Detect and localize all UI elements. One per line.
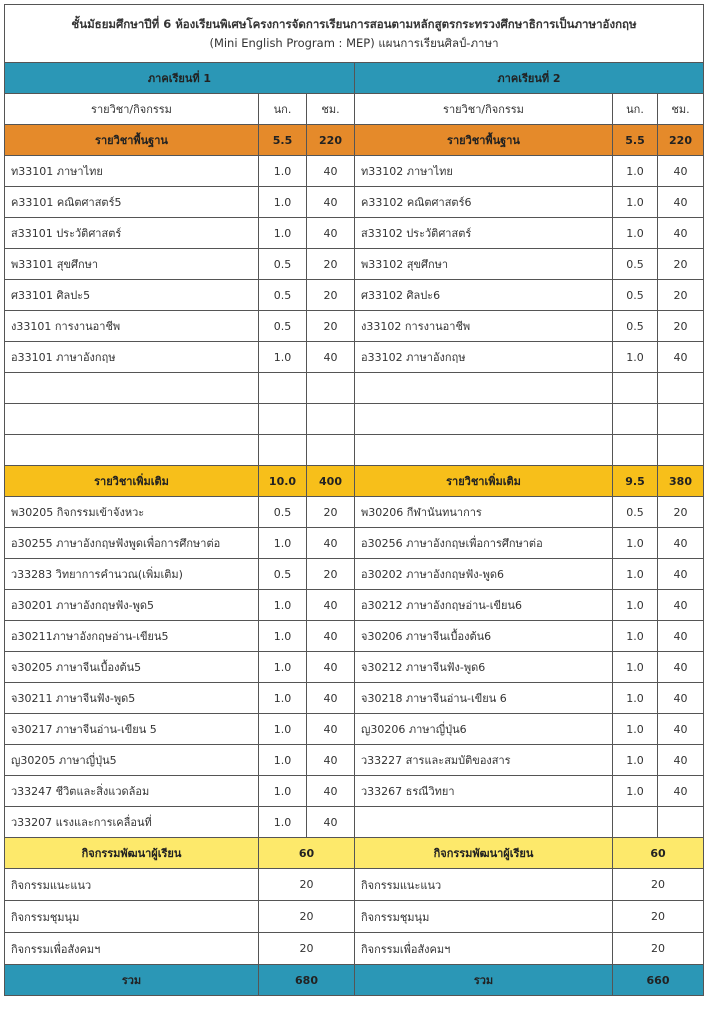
table-row <box>5 497 704 528</box>
activity-name-cell: กิจกรรมเพื่อสังคมฯ <box>5 933 259 965</box>
core-s2-hours: 220 <box>658 125 704 156</box>
semester-1-hours-cell: 20 <box>307 311 355 342</box>
semester-2-hours-cell: 40 <box>658 776 704 807</box>
semester-1-subject-cell: พ33101 สุขศึกษา <box>5 249 259 280</box>
semester-1-credits-cell: 1.0 <box>259 714 307 745</box>
semester-1-hours-cell: 40 <box>307 683 355 714</box>
semester-2-credits-cell: 1.0 <box>613 528 658 559</box>
activities-label: กิจกรรมพัฒนาผู้เรียน <box>5 838 259 869</box>
total-s2: 660 <box>613 965 704 996</box>
semester-1-hours-cell: 40 <box>307 590 355 621</box>
activity-hours-cell: 20 <box>613 901 704 933</box>
semester-1-hours-cell: 20 <box>307 497 355 528</box>
semester-1-subject-cell: จ30217 ภาษาจีนอ่าน-เขียน 5 <box>5 714 259 745</box>
activity-name-cell: กิจกรรมแนะแนว <box>5 869 259 901</box>
semester-1-hours-cell <box>307 435 355 466</box>
semester-2-subject-cell: ท33102 ภาษาไทย <box>355 156 613 187</box>
semester-2-subject-cell <box>355 435 613 466</box>
core-s1-credits: 5.5 <box>259 125 307 156</box>
semester-1-credits-cell: 1.0 <box>259 807 307 838</box>
total-row <box>5 965 704 996</box>
activity-name-cell: กิจกรรมชุมนุม <box>5 901 259 933</box>
semester-2-credits-cell: 0.5 <box>613 280 658 311</box>
hours-column-header: ชม. <box>307 94 355 125</box>
table-row <box>5 807 704 838</box>
table-row <box>5 652 704 683</box>
semester-1-hours-cell: 20 <box>307 559 355 590</box>
activity-hours-cell: 20 <box>259 933 355 965</box>
semester-1-hours-cell: 40 <box>307 621 355 652</box>
semester-2-hours-cell: 20 <box>658 311 704 342</box>
semester-1-hours-cell <box>307 373 355 404</box>
semester-2-credits-cell: 1.0 <box>613 652 658 683</box>
semester-1-hours-cell: 40 <box>307 218 355 249</box>
total-label: รวม <box>355 965 613 996</box>
additional-s1-credits: 10.0 <box>259 466 307 497</box>
activity-hours-cell: 20 <box>259 869 355 901</box>
additional-subjects-header-row <box>5 466 704 497</box>
activity-name-cell: กิจกรรมแนะแนว <box>355 869 613 901</box>
semester-2-hours-cell: 40 <box>658 714 704 745</box>
table-row <box>5 342 704 373</box>
semester-2-credits-cell: 1.0 <box>613 218 658 249</box>
subject-column-header: รายวิชา/กิจกรรม <box>355 94 613 125</box>
activity-row <box>5 933 704 965</box>
semester-1-subject-cell: ค33101 คณิตศาสตร์5 <box>5 187 259 218</box>
table-row <box>5 621 704 652</box>
semester-2-hours-cell: 40 <box>658 218 704 249</box>
core-s2-credits: 5.5 <box>613 125 658 156</box>
semester-2-subject-cell <box>355 373 613 404</box>
semester-2-credits-cell <box>613 404 658 435</box>
semester-1-subject-cell: จ30205 ภาษาจีนเบื้องต้น5 <box>5 652 259 683</box>
total-s1: 680 <box>259 965 355 996</box>
semester-1-subject-cell: อ33101 ภาษาอังกฤษ <box>5 342 259 373</box>
semester-header-row <box>5 63 704 94</box>
activities-s1-total: 60 <box>259 838 355 869</box>
semester-1-credits-cell <box>259 373 307 404</box>
column-header-row <box>5 94 704 125</box>
semester-2-hours-cell: 40 <box>658 559 704 590</box>
title-line-1: ชั้นมัธยมศึกษาปีที่ 6 ห้องเรียนพิเศษโครงการจัดการเรียนการสอนตามหลักสูตรกระทรวงศึกษาธิการเป็นภาษาอังกฤษ <box>71 16 637 31</box>
core-subjects-label: รายวิชาพื้นฐาน <box>5 125 259 156</box>
semester-2-hours-cell <box>658 404 704 435</box>
semester-1-subject-cell: ว33207 แรงและการเคลื่อนที่ <box>5 807 259 838</box>
subject-column-header: รายวิชา/กิจกรรม <box>5 94 259 125</box>
semester-2-header: ภาคเรียนที่ 2 <box>355 63 704 94</box>
semester-1-subject-cell: จ30211 ภาษาจีนฟัง-พูด5 <box>5 683 259 714</box>
semester-2-credits-cell <box>613 373 658 404</box>
semester-2-hours-cell <box>658 373 704 404</box>
semester-2-credits-cell: 0.5 <box>613 249 658 280</box>
table-row <box>5 528 704 559</box>
table-row <box>5 435 704 466</box>
activity-name-cell: กิจกรรมเพื่อสังคมฯ <box>355 933 613 965</box>
semester-1-hours-cell: 40 <box>307 528 355 559</box>
semester-1-hours-cell: 40 <box>307 342 355 373</box>
semester-2-subject-cell: ศ33102 ศิลปะ6 <box>355 280 613 311</box>
semester-2-credits-cell <box>613 807 658 838</box>
semester-2-subject-cell: ญ30206 ภาษาญี่ปุ่น6 <box>355 714 613 745</box>
semester-2-hours-cell: 20 <box>658 280 704 311</box>
title-line-2: (Mini English Program : MEP) แผนการเรียนศิลป์-ภาษา <box>209 35 499 50</box>
semester-2-subject-cell: จ30206 ภาษาจีนเบื้องต้น6 <box>355 621 613 652</box>
table-row <box>5 187 704 218</box>
table-row <box>5 373 704 404</box>
activities-header-row <box>5 838 704 869</box>
core-subjects-label: รายวิชาพื้นฐาน <box>355 125 613 156</box>
semester-1-credits-cell: 1.0 <box>259 156 307 187</box>
semester-2-subject-cell: อ33102 ภาษาอังกฤษ <box>355 342 613 373</box>
semester-1-subject-cell: อ30201 ภาษาอังกฤษฟัง-พูด5 <box>5 590 259 621</box>
semester-1-credits-cell: 0.5 <box>259 280 307 311</box>
semester-2-subject-cell: จ30218 ภาษาจีนอ่าน-เขียน 6 <box>355 683 613 714</box>
semester-1-credits-cell: 1.0 <box>259 652 307 683</box>
semester-2-credits-cell: 0.5 <box>613 311 658 342</box>
table-row <box>5 745 704 776</box>
semester-1-hours-cell: 40 <box>307 187 355 218</box>
table-row <box>5 776 704 807</box>
semester-2-credits-cell <box>613 435 658 466</box>
activity-hours-cell: 20 <box>613 869 704 901</box>
additional-subjects-label: รายวิชาเพิ่มเติม <box>355 466 613 497</box>
title-row <box>5 5 704 63</box>
semester-1-credits-cell: 1.0 <box>259 621 307 652</box>
semester-2-hours-cell: 40 <box>658 590 704 621</box>
activity-row <box>5 869 704 901</box>
semester-2-credits-cell: 1.0 <box>613 683 658 714</box>
semester-2-hours-cell: 40 <box>658 745 704 776</box>
semester-1-subject-cell: ส33101 ประวัติศาสตร์ <box>5 218 259 249</box>
semester-1-hours-cell: 40 <box>307 714 355 745</box>
semester-2-credits-cell: 0.5 <box>613 497 658 528</box>
semester-1-hours-cell: 20 <box>307 249 355 280</box>
semester-1-subject-cell: พ30205 กิจกรรมเข้าจังหวะ <box>5 497 259 528</box>
semester-2-hours-cell <box>658 807 704 838</box>
semester-2-hours-cell: 20 <box>658 249 704 280</box>
semester-1-subject-cell <box>5 435 259 466</box>
semester-2-subject-cell: อ30212 ภาษาอังกฤษอ่าน-เขียน6 <box>355 590 613 621</box>
semester-1-credits-cell: 1.0 <box>259 528 307 559</box>
activities-label: กิจกรรมพัฒนาผู้เรียน <box>355 838 613 869</box>
semester-2-subject-cell <box>355 404 613 435</box>
semester-2-subject-cell: ว33227 สารและสมบัติของสาร <box>355 745 613 776</box>
semester-1-hours-cell: 20 <box>307 280 355 311</box>
semester-2-subject-cell: ว33267 ธรณีวิทยา <box>355 776 613 807</box>
semester-2-credits-cell: 1.0 <box>613 342 658 373</box>
semester-2-subject-cell: ส33102 ประวัติศาสตร์ <box>355 218 613 249</box>
semester-1-hours-cell: 40 <box>307 156 355 187</box>
additional-s2-hours: 380 <box>658 466 704 497</box>
semester-2-hours-cell: 40 <box>658 156 704 187</box>
activity-hours-cell: 20 <box>259 901 355 933</box>
additional-subjects-label: รายวิชาเพิ่มเติม <box>5 466 259 497</box>
semester-2-hours-cell: 40 <box>658 528 704 559</box>
semester-1-credits-cell: 1.0 <box>259 776 307 807</box>
table-row <box>5 280 704 311</box>
credits-column-header: นก. <box>613 94 658 125</box>
semester-1-credits-cell: 0.5 <box>259 249 307 280</box>
table-row <box>5 404 704 435</box>
semester-2-credits-cell: 1.0 <box>613 187 658 218</box>
semester-1-credits-cell <box>259 404 307 435</box>
semester-2-credits-cell: 1.0 <box>613 621 658 652</box>
semester-1-hours-cell: 40 <box>307 807 355 838</box>
semester-1-hours-cell: 40 <box>307 745 355 776</box>
credits-column-header: นก. <box>259 94 307 125</box>
semester-2-subject-cell: พ30206 กีฬานันทนาการ <box>355 497 613 528</box>
semester-2-hours-cell: 40 <box>658 683 704 714</box>
semester-1-subject-cell <box>5 373 259 404</box>
semester-2-hours-cell: 40 <box>658 342 704 373</box>
table-row <box>5 311 704 342</box>
semester-1-credits-cell: 0.5 <box>259 497 307 528</box>
semester-1-subject-cell: อ30211ภาษาอังกฤษอ่าน-เขียน5 <box>5 621 259 652</box>
semester-2-hours-cell: 40 <box>658 621 704 652</box>
semester-1-header: ภาคเรียนที่ 1 <box>5 63 355 94</box>
semester-1-credits-cell: 1.0 <box>259 745 307 776</box>
semester-1-credits-cell: 1.0 <box>259 683 307 714</box>
semester-2-hours-cell: 20 <box>658 497 704 528</box>
table-row <box>5 590 704 621</box>
semester-1-subject-cell: อ30255 ภาษาอังกฤษฟังพูดเพื่อการศึกษาต่อ <box>5 528 259 559</box>
semester-1-credits-cell: 1.0 <box>259 187 307 218</box>
semester-2-subject-cell <box>355 807 613 838</box>
semester-2-credits-cell: 1.0 <box>613 776 658 807</box>
semester-2-subject-cell: อ30256 ภาษาอังกฤษเพื่อการศึกษาต่อ <box>355 528 613 559</box>
semester-2-subject-cell: พ33102 สุขศึกษา <box>355 249 613 280</box>
semester-2-credits-cell: 1.0 <box>613 714 658 745</box>
semester-2-subject-cell: ง33102 การงานอาชีพ <box>355 311 613 342</box>
semester-1-subject-cell: ง33101 การงานอาชีพ <box>5 311 259 342</box>
activity-name-cell: กิจกรรมชุมนุม <box>355 901 613 933</box>
semester-1-subject-cell: ญ30205 ภาษาญี่ปุ่น5 <box>5 745 259 776</box>
hours-column-header: ชม. <box>658 94 704 125</box>
semester-1-subject-cell: ว33283 วิทยาการคำนวณ(เพิ่มเติม) <box>5 559 259 590</box>
semester-2-hours-cell: 40 <box>658 652 704 683</box>
semester-2-credits-cell: 1.0 <box>613 590 658 621</box>
core-s1-hours: 220 <box>307 125 355 156</box>
activities-s2-total: 60 <box>613 838 704 869</box>
semester-1-subject-cell: ท33101 ภาษาไทย <box>5 156 259 187</box>
table-title <box>5 5 704 63</box>
semester-1-credits-cell: 0.5 <box>259 311 307 342</box>
total-label: รวม <box>5 965 259 996</box>
table-row <box>5 683 704 714</box>
semester-2-credits-cell: 1.0 <box>613 745 658 776</box>
semester-2-credits-cell: 1.0 <box>613 156 658 187</box>
table-row <box>5 218 704 249</box>
semester-1-credits-cell: 0.5 <box>259 559 307 590</box>
core-subjects-header-row <box>5 125 704 156</box>
table-row <box>5 156 704 187</box>
semester-1-credits-cell <box>259 435 307 466</box>
semester-2-credits-cell: 1.0 <box>613 559 658 590</box>
semester-1-credits-cell: 1.0 <box>259 218 307 249</box>
additional-s2-credits: 9.5 <box>613 466 658 497</box>
semester-2-subject-cell: จ30212 ภาษาจีนฟัง-พูด6 <box>355 652 613 683</box>
semester-2-subject-cell: อ30202 ภาษาอังกฤษฟัง-พูด6 <box>355 559 613 590</box>
activity-hours-cell: 20 <box>613 933 704 965</box>
semester-1-hours-cell: 40 <box>307 776 355 807</box>
additional-s1-hours: 400 <box>307 466 355 497</box>
semester-1-hours-cell <box>307 404 355 435</box>
semester-1-subject-cell: ว33247 ชีวิตและสิ่งแวดล้อม <box>5 776 259 807</box>
semester-1-subject-cell <box>5 404 259 435</box>
table-row <box>5 714 704 745</box>
semester-1-hours-cell: 40 <box>307 652 355 683</box>
semester-2-hours-cell <box>658 435 704 466</box>
activity-row <box>5 901 704 933</box>
semester-1-credits-cell: 1.0 <box>259 342 307 373</box>
semester-1-subject-cell: ศ33101 ศิลปะ5 <box>5 280 259 311</box>
table-row <box>5 559 704 590</box>
semester-2-hours-cell: 40 <box>658 187 704 218</box>
curriculum-table <box>4 4 704 996</box>
semester-1-credits-cell: 1.0 <box>259 590 307 621</box>
table-row <box>5 249 704 280</box>
semester-2-subject-cell: ค33102 คณิตศาสตร์6 <box>355 187 613 218</box>
